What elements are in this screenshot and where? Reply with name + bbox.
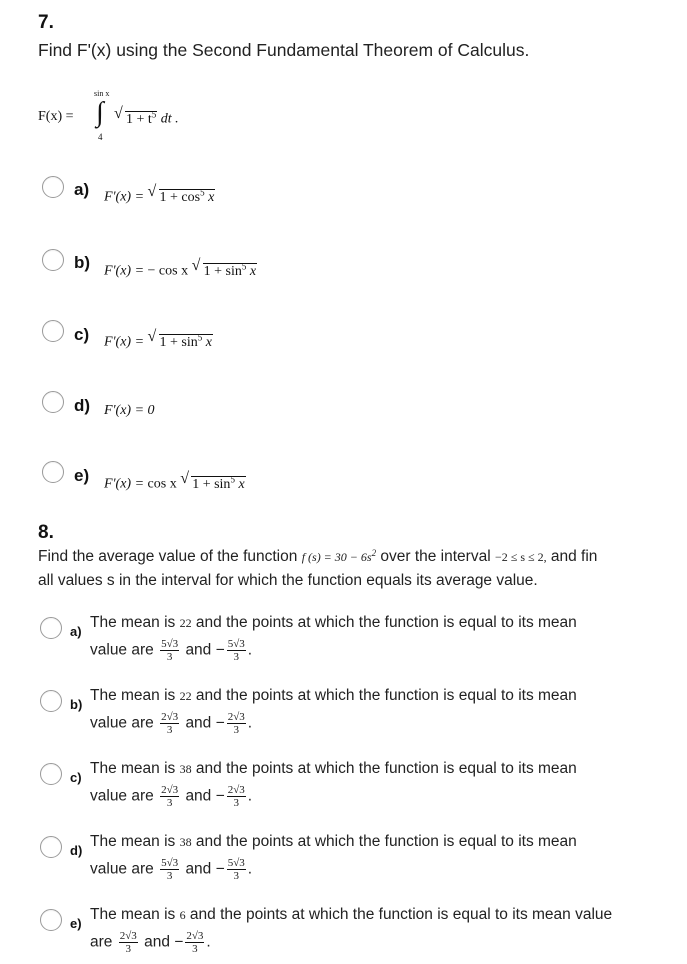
q7-option-a-letter: a) xyxy=(74,180,90,199)
q7-option-d-letter: d) xyxy=(74,396,91,415)
q7-option-e-radio[interactable] xyxy=(42,461,64,483)
integrand: √ $1 + t^5$ dt . xyxy=(114,105,179,127)
interval-expression: −2 ≤ s ≤ 2, xyxy=(494,550,547,564)
q7-option-b-radio[interactable] xyxy=(42,249,64,271)
q7-option-c-formula: F'(x) = √ $1 + \sin^5 x$ xyxy=(104,328,212,350)
q8-option-c-radio[interactable] xyxy=(40,763,62,785)
q8-option-b-radio[interactable] xyxy=(40,690,62,712)
question-7-number: 7. xyxy=(38,12,54,33)
function-expression: f $(s) = 30 - 6s^2$ xyxy=(301,548,377,564)
q7-option-c-radio[interactable] xyxy=(42,320,64,342)
q8-option-d-line2: value are $\frac{5√3}{3}$ and − $\frac{5√3}{3}$ . xyxy=(90,857,253,882)
q8-option-b-line2: value are $\frac{2√3}{3}$ and − $\frac{2√3}{3}$ . xyxy=(90,711,253,736)
q8-option-d-letter: d) xyxy=(70,843,83,858)
q7-option-d-formula: F'(x) = 0 xyxy=(104,403,155,418)
integral-sign: ∫ xyxy=(96,97,104,128)
question-7-prompt: Find F'(x) using the Second Fundamental Theorem of Calculus. xyxy=(38,40,530,60)
q8-option-a-line2: value are $\frac{5√3}{3}$ and − $\frac{5√3}{3}$ . xyxy=(90,638,253,663)
q7-option-e-formula: F'(x) = cos x √ $1 + \sin^5 x$ xyxy=(104,470,245,492)
q8-option-a-line1: The mean is 22 and the points at which the function is equal to its mean xyxy=(90,614,577,631)
q8-option-c-line2: value are $\frac{2√3}{3}$ and − $\frac{2√3}{3}$ . xyxy=(90,784,253,809)
integral-upper-limit: sin x xyxy=(94,89,110,98)
q8-option-e-radio[interactable] xyxy=(40,909,62,931)
q7-option-d-radio[interactable] xyxy=(42,391,64,413)
q7-option-a-formula: F'(x) = √ $1 + \cos^5 x$ xyxy=(104,183,215,205)
q8-option-b-line1: The mean is 22 and the points at which the function is equal to its mean xyxy=(90,687,577,704)
definition-lhs: F(x) = xyxy=(38,109,74,124)
q8-option-e-letter: e) xyxy=(70,916,82,931)
question-8-number: 8. xyxy=(38,522,54,543)
q7-option-e-letter: e) xyxy=(74,466,90,485)
q8-option-c-line1: The mean is 38 and the points at which the function is equal to its mean xyxy=(90,760,577,777)
question-8-prompt-line2: all values s in the interval for which the function equals its average value. xyxy=(38,572,538,589)
question-8-prompt-line1: Find the average value of the function f $(s) = 30 - 6s^2$ over the interval −2 ≤ s ≤ 2, and fin xyxy=(38,548,598,565)
q7-option-b-formula: F'(x) = − cos x √ $1 + \sin^5 x$ xyxy=(104,257,257,279)
q8-option-d-radio[interactable] xyxy=(40,836,62,858)
q8-option-b-letter: b) xyxy=(70,697,83,712)
q8-option-e-line2: are $\frac{2√3}{3}$ and − $\frac{2√3}{3}$ . xyxy=(90,930,211,955)
integral-lower-limit: 4 xyxy=(98,132,103,142)
q8-option-a-radio[interactable] xyxy=(40,617,62,639)
q8-option-c-letter: c) xyxy=(70,770,82,785)
q8-option-a-letter: a) xyxy=(70,624,82,639)
q7-option-a-radio[interactable] xyxy=(42,176,64,198)
q8-option-d-line1: The mean is 38 and the points at which the function is equal to its mean xyxy=(90,833,577,850)
q8-option-e-line1: The mean is 6 and the points at which the function is equal to its mean value xyxy=(90,906,613,923)
q7-option-c-letter: c) xyxy=(74,325,90,344)
q7-option-b-letter: b) xyxy=(74,253,91,272)
